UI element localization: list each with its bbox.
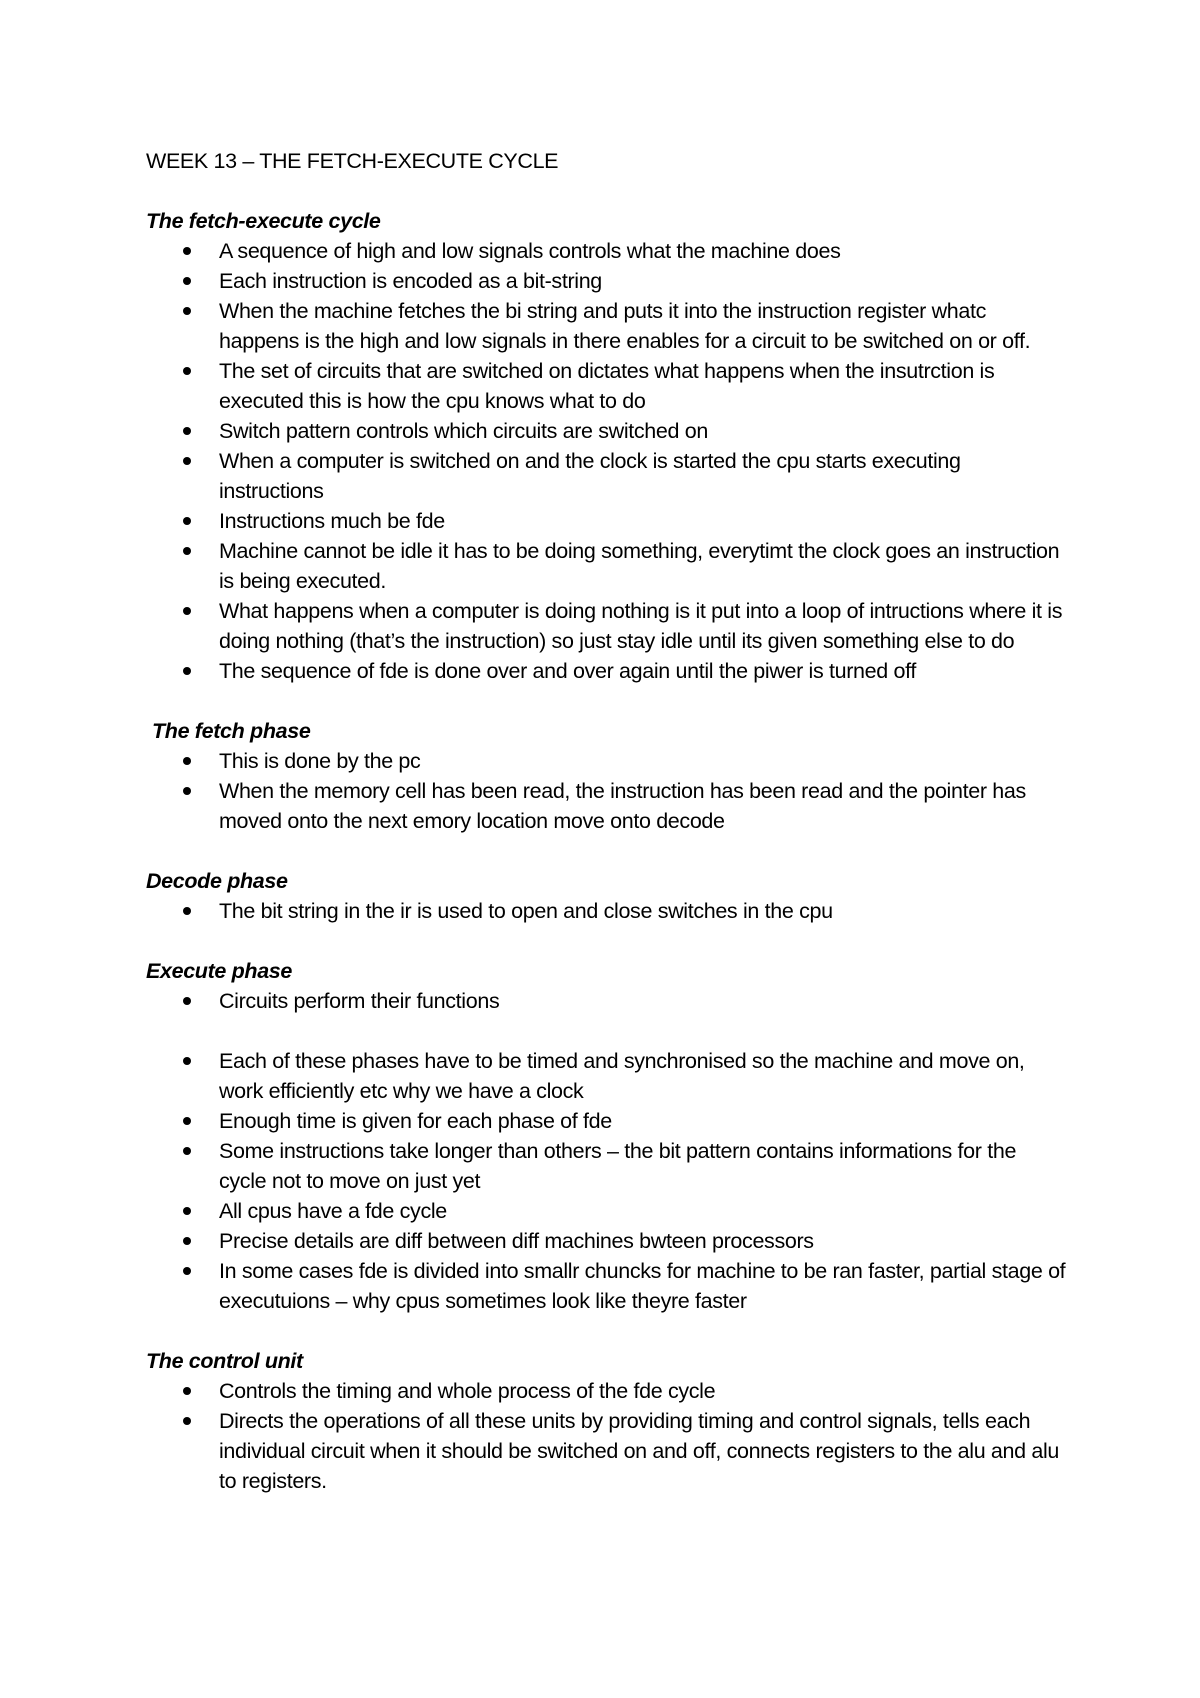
bullet-icon xyxy=(183,367,191,375)
bullet-icon xyxy=(183,307,191,315)
list-item-text: Circuits perform their functions xyxy=(219,989,500,1013)
list-item xyxy=(219,776,1066,836)
list-item xyxy=(219,356,1066,416)
list-item-text: Enough time is given for each phase of fde xyxy=(219,1109,612,1133)
bullet-icon xyxy=(183,457,191,465)
list-item xyxy=(219,416,1066,446)
bullet-icon xyxy=(183,1237,191,1245)
section-heading: Execute phase xyxy=(146,959,293,983)
section-decode-phase xyxy=(146,866,1066,926)
list-item xyxy=(219,266,1066,296)
bullet-icon xyxy=(183,1147,191,1155)
document-title: WEEK 13 – THE FETCH-EXECUTE CYCLE xyxy=(146,149,559,173)
bullet-icon xyxy=(183,907,191,915)
list-item xyxy=(219,1106,1066,1136)
bullet-list xyxy=(146,1376,1066,1496)
list-item-text: Some instructions take longer than others – the bit pattern contains informations for the cycle not to move on just yet xyxy=(219,1139,1017,1193)
bullet-icon xyxy=(183,1207,191,1215)
document-content xyxy=(146,146,1066,1496)
list-item-text: This is done by the pc xyxy=(219,749,421,773)
bullet-list xyxy=(146,986,1066,1316)
bullet-icon xyxy=(183,547,191,555)
list-item-text: The sequence of fde is done over and over again until the piwer is turned off xyxy=(219,659,916,683)
list-item-text: All cpus have a fde cycle xyxy=(219,1199,447,1223)
section-heading: Decode phase xyxy=(146,869,288,893)
list-item xyxy=(219,296,1066,356)
bullet-icon xyxy=(183,277,191,285)
list-item xyxy=(219,1256,1066,1316)
bullet-icon xyxy=(183,1387,191,1395)
list-item xyxy=(219,506,1066,536)
list-item-text: The bit string in the ir is used to open and close switches in the cpu xyxy=(219,899,833,923)
list-item xyxy=(219,536,1066,596)
list-item-text: When a computer is switched on and the clock is started the cpu starts executing instructions xyxy=(219,449,961,503)
list-item-text: What happens when a computer is doing nothing is it put into a loop of intructions where it is doing nothing (that’s the instruction) so just stay idle until its given something else to do xyxy=(219,599,1063,653)
bullet-icon xyxy=(183,1117,191,1125)
list-item xyxy=(219,1226,1066,1256)
bullet-icon xyxy=(183,997,191,1005)
list-item xyxy=(219,986,1066,1016)
bullet-icon xyxy=(183,607,191,615)
bullet-icon xyxy=(183,1267,191,1275)
list-item-text: Each of these phases have to be timed and synchronised so the machine and move on, work efficiently etc why we have a clock xyxy=(219,1049,1025,1103)
bullet-icon xyxy=(183,757,191,765)
list-item-text: Precise details are diff between diff machines bwteen processors xyxy=(219,1229,814,1253)
list-item-text: When the memory cell has been read, the instruction has been read and the pointer has moved onto the next emory location move onto decode xyxy=(219,779,1026,833)
section-heading: The fetch phase xyxy=(152,719,311,743)
list-item xyxy=(219,1196,1066,1226)
bullet-icon xyxy=(183,787,191,795)
list-item-text: In some cases fde is divided into smallr chuncks for machine to be ran faster, partial stage of executuions – why cpus sometimes look like theyre faster xyxy=(219,1259,1066,1313)
list-item-text: Machine cannot be idle it has to be doing something, everytimt the clock goes an instruction is being executed. xyxy=(219,539,1060,593)
list-item-text: A sequence of high and low signals controls what the machine does xyxy=(219,239,841,263)
list-item-text: When the machine fetches the bi string and puts it into the instruction register whatc happens is the high and low signals in there enables for a circuit to be switched on or off. xyxy=(219,299,1031,353)
section-execute-phase xyxy=(146,956,1066,1316)
list-item-text: The set of circuits that are switched on dictates what happens when the insutrction is executed this is how the cpu knows what to do xyxy=(219,359,995,413)
bullet-icon xyxy=(183,247,191,255)
list-item-text: Switch pattern controls which circuits are switched on xyxy=(219,419,708,443)
section-fetch-execute-cycle xyxy=(146,206,1066,686)
section-heading: The control unit xyxy=(146,1349,303,1373)
list-item-text: Directs the operations of all these units by providing timing and control signals, tells each individual circuit when it should be switched on and off, connects registers to the alu and alu to registers. xyxy=(219,1409,1060,1493)
list-item-text: Instructions much be fde xyxy=(219,509,445,533)
list-item xyxy=(219,656,1066,686)
section-fetch-phase xyxy=(152,716,1066,836)
list-item xyxy=(219,1406,1066,1496)
list-item-text: Each instruction is encoded as a bit-string xyxy=(219,269,602,293)
list-item xyxy=(219,446,1066,506)
bullet-list xyxy=(146,896,1066,926)
bullet-list xyxy=(152,746,1066,836)
list-item-text: Controls the timing and whole process of the fde cycle xyxy=(219,1379,716,1403)
bullet-icon xyxy=(183,427,191,435)
section-heading: The fetch-execute cycle xyxy=(146,209,381,233)
section-control-unit xyxy=(146,1346,1066,1496)
bullet-icon xyxy=(183,1057,191,1065)
list-item xyxy=(219,1376,1066,1406)
list-item xyxy=(219,596,1066,656)
list-item xyxy=(219,1046,1066,1106)
bullet-icon xyxy=(183,517,191,525)
list-item xyxy=(219,746,1066,776)
list-item xyxy=(219,1136,1066,1196)
list-item xyxy=(219,896,1066,926)
bullet-list xyxy=(146,236,1066,686)
list-item xyxy=(219,236,1066,266)
bullet-icon xyxy=(183,667,191,675)
bullet-icon xyxy=(183,1417,191,1425)
